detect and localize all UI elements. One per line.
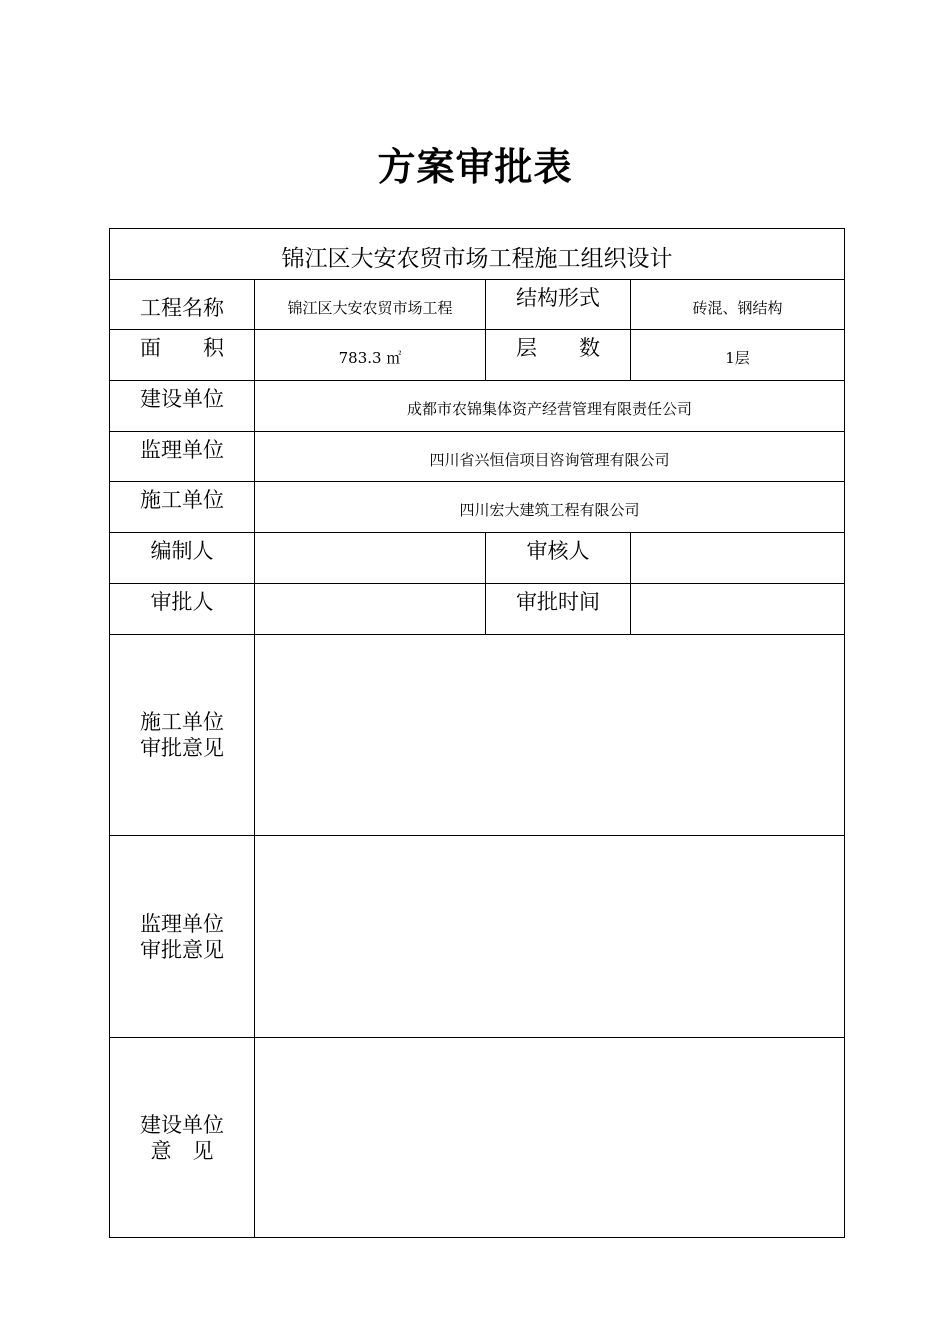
contractor-opinion-label-line1: 施工单位 bbox=[140, 710, 224, 734]
project-name-label-cell bbox=[110, 280, 255, 330]
owner-opinion-label-cell bbox=[110, 1038, 255, 1237]
structure-type-value: 砖混、钢结构 bbox=[692, 299, 783, 317]
owner-opinion-label-line1: 建设单位 bbox=[140, 1112, 224, 1137]
approval-time-value-cell[interactable] bbox=[631, 584, 844, 635]
approval-time-label-cell bbox=[486, 584, 631, 635]
area-label-cell bbox=[110, 330, 255, 381]
supervisor-value-cell[interactable] bbox=[255, 432, 844, 482]
owner-label: 建设单位 bbox=[140, 387, 224, 411]
owner-opinion-field[interactable] bbox=[255, 1038, 844, 1237]
contractor-opinion-label-line2: 审批意见 bbox=[140, 736, 224, 760]
contractor-label-cell bbox=[110, 482, 255, 533]
owner-opinion-label bbox=[110, 1038, 254, 1237]
owner-value-cell[interactable] bbox=[255, 381, 844, 432]
project-name-value: 锦江区大安农贸市场工程 bbox=[287, 299, 453, 317]
approver-label-cell bbox=[110, 584, 255, 635]
approver-value-cell[interactable] bbox=[255, 584, 486, 635]
contractor-opinion-field[interactable] bbox=[255, 635, 844, 836]
floors-label: 层 数 bbox=[516, 336, 600, 360]
approver-label: 审批人 bbox=[150, 590, 214, 614]
approval-time-label: 审批时间 bbox=[516, 590, 600, 614]
supervisor-opinion-label-line2: 审批意见 bbox=[140, 937, 224, 962]
supervisor-value: 四川省兴恒信项目咨询管理有限公司 bbox=[429, 451, 670, 469]
project-name-label: 工程名称 bbox=[140, 296, 224, 320]
contractor-opinion-label-cell bbox=[110, 635, 255, 836]
floors-value: 1层 bbox=[725, 349, 750, 367]
structure-type-label-cell bbox=[486, 280, 631, 330]
project-heading: 锦江区大安农贸市场工程施工组织设计 bbox=[281, 246, 673, 272]
compiler-value-cell[interactable] bbox=[255, 533, 486, 584]
area-value-cell[interactable] bbox=[255, 330, 486, 381]
project-heading-cell bbox=[110, 229, 844, 280]
approval-form-table bbox=[109, 228, 845, 1238]
supervisor-opinion-label-cell bbox=[110, 836, 255, 1038]
supervisor-label-cell bbox=[110, 432, 255, 482]
contractor-value-cell[interactable] bbox=[255, 482, 844, 533]
supervisor-opinion-field[interactable] bbox=[255, 836, 844, 1038]
structure-type-value-cell[interactable] bbox=[631, 280, 844, 330]
reviewer-label-cell bbox=[486, 533, 631, 584]
floors-label-cell bbox=[486, 330, 631, 381]
supervisor-opinion-label bbox=[110, 836, 254, 1037]
area-value: 783.3 ㎡ bbox=[338, 349, 402, 367]
owner-value: 成都市农锦集体资产经营管理有限责任公司 bbox=[406, 400, 692, 418]
supervisor-label: 监理单位 bbox=[140, 438, 224, 462]
reviewer-value-cell[interactable] bbox=[631, 533, 844, 584]
project-name-value-cell[interactable] bbox=[255, 280, 486, 330]
contractor-label: 施工单位 bbox=[140, 488, 224, 512]
reviewer-label: 审核人 bbox=[526, 539, 590, 563]
supervisor-opinion-label-line1: 监理单位 bbox=[140, 911, 224, 936]
contractor-value: 四川宏大建筑工程有限公司 bbox=[459, 501, 640, 519]
contractor-opinion-label bbox=[110, 635, 254, 835]
area-label: 面 积 bbox=[140, 336, 224, 360]
structure-type-label: 结构形式 bbox=[516, 286, 600, 310]
compiler-label: 编制人 bbox=[150, 539, 214, 563]
floors-value-cell[interactable] bbox=[631, 330, 844, 381]
compiler-label-cell bbox=[110, 533, 255, 584]
owner-label-cell bbox=[110, 381, 255, 432]
owner-opinion-label-line2: 意 见 bbox=[150, 1138, 214, 1163]
page-title: 方案审批表 bbox=[377, 145, 573, 189]
